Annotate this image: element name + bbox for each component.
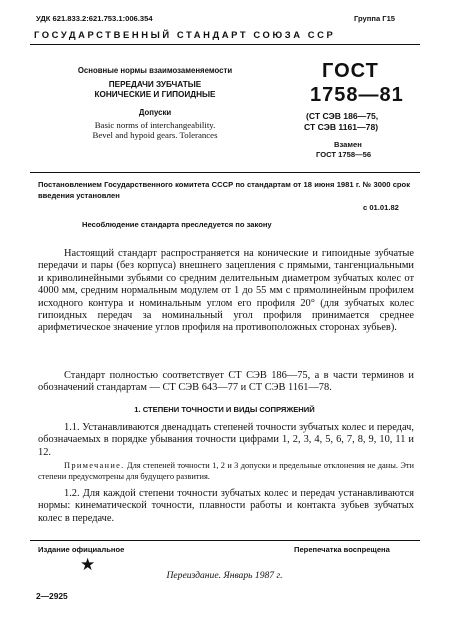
group-code: Группа Г15 <box>354 14 396 23</box>
star-icon: ★ <box>80 555 96 574</box>
sheet-number: 2—2925 <box>36 591 68 601</box>
paragraph-1-2: 1.2. Для каждой степени точности зубчатых колес и передач устанавливаются нормы: кинематической точности, плавности работы и контакта зубьев зубчатых колес в передаче. <box>38 488 414 524</box>
reissue-note: Переиздание. Январь 1987 г. <box>166 570 283 581</box>
replaces-label: Взамен <box>334 140 362 149</box>
effective-date: с 01.01.82 <box>363 203 399 212</box>
note <box>38 461 414 482</box>
paragraph-conformity: Стандарт полностью соответствует СТ СЭВ 186—75, а в части терминов и обозначений стандартам — СТ СЭВ 643—77 и СТ СЭВ 1161—78. <box>38 370 414 394</box>
english-title <box>40 120 270 140</box>
standard-banner: ГОСУДАРСТВЕННЫЙ СТАНДАРТ СОЮЗА ССР <box>34 29 336 40</box>
st-sev-ref-2: СТ СЭВ 1161—78) <box>304 122 379 132</box>
document-subtitle: Допуски <box>138 108 172 117</box>
bottom-divider <box>30 540 420 541</box>
english-line-1: Basic norms of interchangeability. <box>94 120 216 130</box>
replaced-standard: ГОСТ 1758—56 <box>316 150 372 159</box>
top-divider <box>30 44 420 45</box>
note-text: Для степеней точности 1, 2 и 3 допуски и предельные отклонения не даны. Эти степени предусмотрены для будущего развития. <box>38 461 415 481</box>
official-edition: Издание официальное <box>38 545 125 554</box>
title-line-2: КОНИЧЕСКИЕ И ГИПОИДНЫЕ <box>94 90 216 99</box>
gost-number: 1758—81 <box>310 84 404 106</box>
section-title: 1. СТЕПЕНИ ТОЧНОСТИ И ВИДЫ СОПРЯЖЕНИЙ <box>134 405 315 414</box>
reprint-prohibited: Перепечатка воспрещена <box>294 545 390 554</box>
st-sev-ref-1: (СТ СЭВ 186—75, <box>306 111 379 121</box>
note-label: Примечание. <box>64 461 125 470</box>
title-block <box>40 66 270 140</box>
document-title <box>40 80 270 100</box>
english-line-2: Bevel and hypoid gears. Tolerances <box>92 130 218 140</box>
paragraph-scope: Настоящий стандарт распространяется на конические и гипоидные зубчатые передачи и пары (без корпуса) внешнего зацепления с прямыми, тангенциальными и криволинейными зубьями со средним делительным диаметром зубчатых колес от 4000 мм, средним нормальным модулем от 1 до 55 мм с прямолинейным профилем исходного контура и номинальным углом его профиля 20° (для зубчатых колес гипоидных передач за номинальный угол профиля принимается среднее арифметическое значение углов профиля на противоположных сторонах зубьев). <box>38 248 414 334</box>
decree-text: Постановлением Государственного комитета СССР по стандартам от 18 июня 1981 г. № 3000 срок введения установлен <box>38 180 410 200</box>
title-line-1: ПЕРЕДАЧИ ЗУБЧАТЫЕ <box>108 80 202 89</box>
gost-label: ГОСТ <box>322 60 379 82</box>
udk-code: УДК 621.833.2:621.753.1:006.354 <box>36 14 153 23</box>
norms-heading: Основные нормы взаимозаменяемости <box>77 66 233 75</box>
paragraph-1-1: 1.1. Устанавливаются двенадцать степеней точности зубчатых колес и передач, обозначаемых в порядке убывания точности цифрами 1, 2, 3, 4, 5, 6, 7, 8, 9, 10, 11 и 12. <box>38 422 414 458</box>
middle-divider <box>30 172 420 173</box>
prosecution-notice: Несоблюдение стандарта преследуется по закону <box>82 220 272 229</box>
